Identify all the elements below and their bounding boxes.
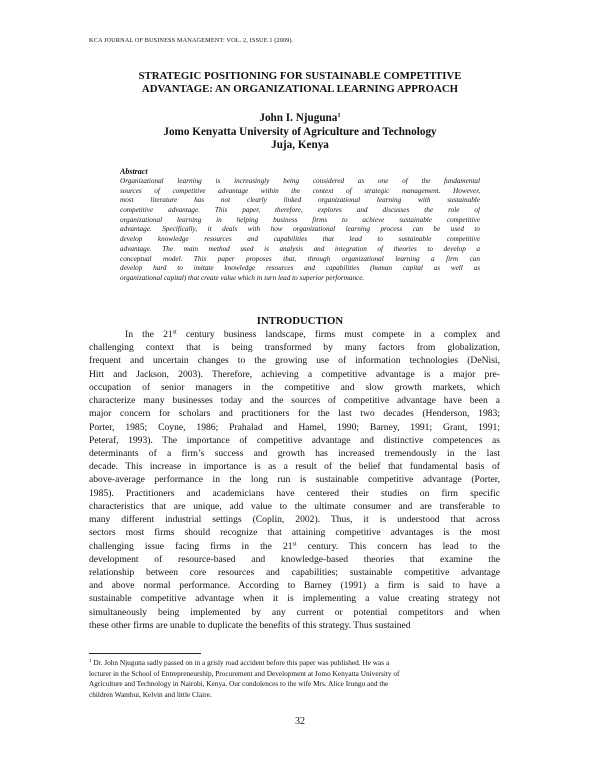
body-line: characterize many businesses today and the sources of competitive advantage have been a [89,395,500,407]
footnote-line: lecturer in the School of Entrepreneurship, Procurement and Development at Jomo Kenyatta University of [89,668,400,678]
abstract-line: competitive advantage. This paper, therefore, explores and discusses the role of [120,206,480,215]
body-line: simultaneously being implemented by any current or potential competitors and when [89,606,500,618]
title-line: ADVANTAGE: AN ORGANIZATIONAL LEARNING APPROACH [141,83,459,95]
body-line: sustainable competitive advantage when it is implementing a value creating strategy not [89,593,500,605]
abstract-line: sources of competitive advantage within the context of strategic management. However, [120,186,480,195]
footnote-marker: 1 [337,112,341,119]
abstract-line: advantage. The main method used is analysis and integration of theories to develop a [120,244,480,253]
footnote-rule [89,653,201,654]
abstract [120,167,480,284]
footnote-line: Agriculture and Technology in Nairobi, Kenya. Our condolences to the wife Mrs. Alice Irungu and the [89,679,389,689]
body-line: challenging context that is being transformed by many factors from globalization, [89,342,500,354]
author-affiliation: Jomo Kenyatta University of Agriculture and Technology [163,125,437,138]
abstract-line: conceptual model. This paper proposes that, through organizational learning a firm can [120,254,480,263]
author-block [60,112,540,153]
body-line: decade. This increase in importance is as a result of the belief that fundamental basis of [89,461,500,473]
body-line: Hitt and Jackson, 2003). Therefore, achieving a competitive advantage is a major pre- [89,368,500,380]
body-line: determinants of a firm’s success and growth has increased tremendously in the last [89,447,500,459]
body-text [89,328,500,632]
body-line: above-average performance in the long run is sustainable competitive advantage (Porter, [89,474,500,486]
page-number: 32 [295,716,305,727]
body-line: development of resource-based and knowledge-based theories that examine the [89,553,500,565]
abstract-line: most literature has not clearly linked organizational learning with sustainable [120,196,480,205]
body-line: frequent and uncertain changes to the growing use of information technologies (DeNisi, [89,355,500,367]
abstract-line: advantage. Specifically, it deals with how organizational learning process can be used to [120,225,480,234]
running-head: KCA JOURNAL OF BUSINESS MANAGEMENT: VOL. 2, ISSUE 1 (2009). [89,37,294,44]
body-line: challenging issue facing firms in the 21st century. This concern has lead to the [89,540,500,552]
body-line: relationship between core resources and capabilities; sustainable competitive advantage [89,566,500,578]
section-heading: INTRODUCTION [256,315,344,327]
body-line: occupation of senior managers in the competitive and slow growth markets, which [89,381,500,393]
footnote-line: $^1$ Dr. John Njuguna sadly passed on in a grisly road accident before this paper was published. He was a [89,658,390,667]
abstract-line: develop hard to imitate knowledge resources and capabilities (human capital as well as [120,264,480,273]
footnote-line: children Wambui, Kelvin and little Claire. [89,689,212,699]
body-line: Peteraf, 1993). The importance of competitive advantage and distinctive competences as [89,434,500,446]
body-line: characteristics that are unique, add value to the ultimate consumer and are transferable to [89,500,500,512]
title-line: STRATEGIC POSITIONING FOR SUSTAINABLE COMPETITIVE [138,70,462,82]
author-name-line [60,112,540,126]
footnote [89,658,500,700]
body-line: Porter, 1985; Coyne, 1986; Prahalad and Hamel, 1990; Barney, 1991; Grant, 1991; [89,421,500,433]
body-line: In the 21st century business landscape, firms must compete in a complex and [125,329,500,340]
abstract-line: organizational learning in helping business firms to achieve sustainable competitive [120,215,480,224]
body-line: 1985). Practitioners and academicians have centered their studies on firm specific [89,487,500,499]
paper-title [60,70,540,96]
body-line: sectors most firms should recognize that attaining competitive advantages is the most [89,527,500,539]
abstract-line: Organizational learning is increasingly being considered as one of the fundamental [120,177,480,185]
abstract-line: organizational capital) that create value which in turn lead to superior performance. [120,273,365,282]
body-line: these other firms are unable to duplicate the benefits of this strategy. Thus sustained [89,619,411,631]
body-line: many different industrial settings (Coplin, 2002). Thus, it is understood that across [89,514,500,526]
body-line: major concern for scholars and practitioners for the last two decades (Henderson, 1983; [89,408,500,420]
body-line: and above normal performance. According to Barney (1991) a firm is said to have a [89,580,500,592]
author-location: Juja, Kenya [271,139,329,151]
author-name: John I. Njuguna [259,112,338,124]
abstract-line: develop knowledge resources and capabilities that lead to sustainable competitive [120,235,480,244]
abstract-heading: Abstract [120,167,148,176]
